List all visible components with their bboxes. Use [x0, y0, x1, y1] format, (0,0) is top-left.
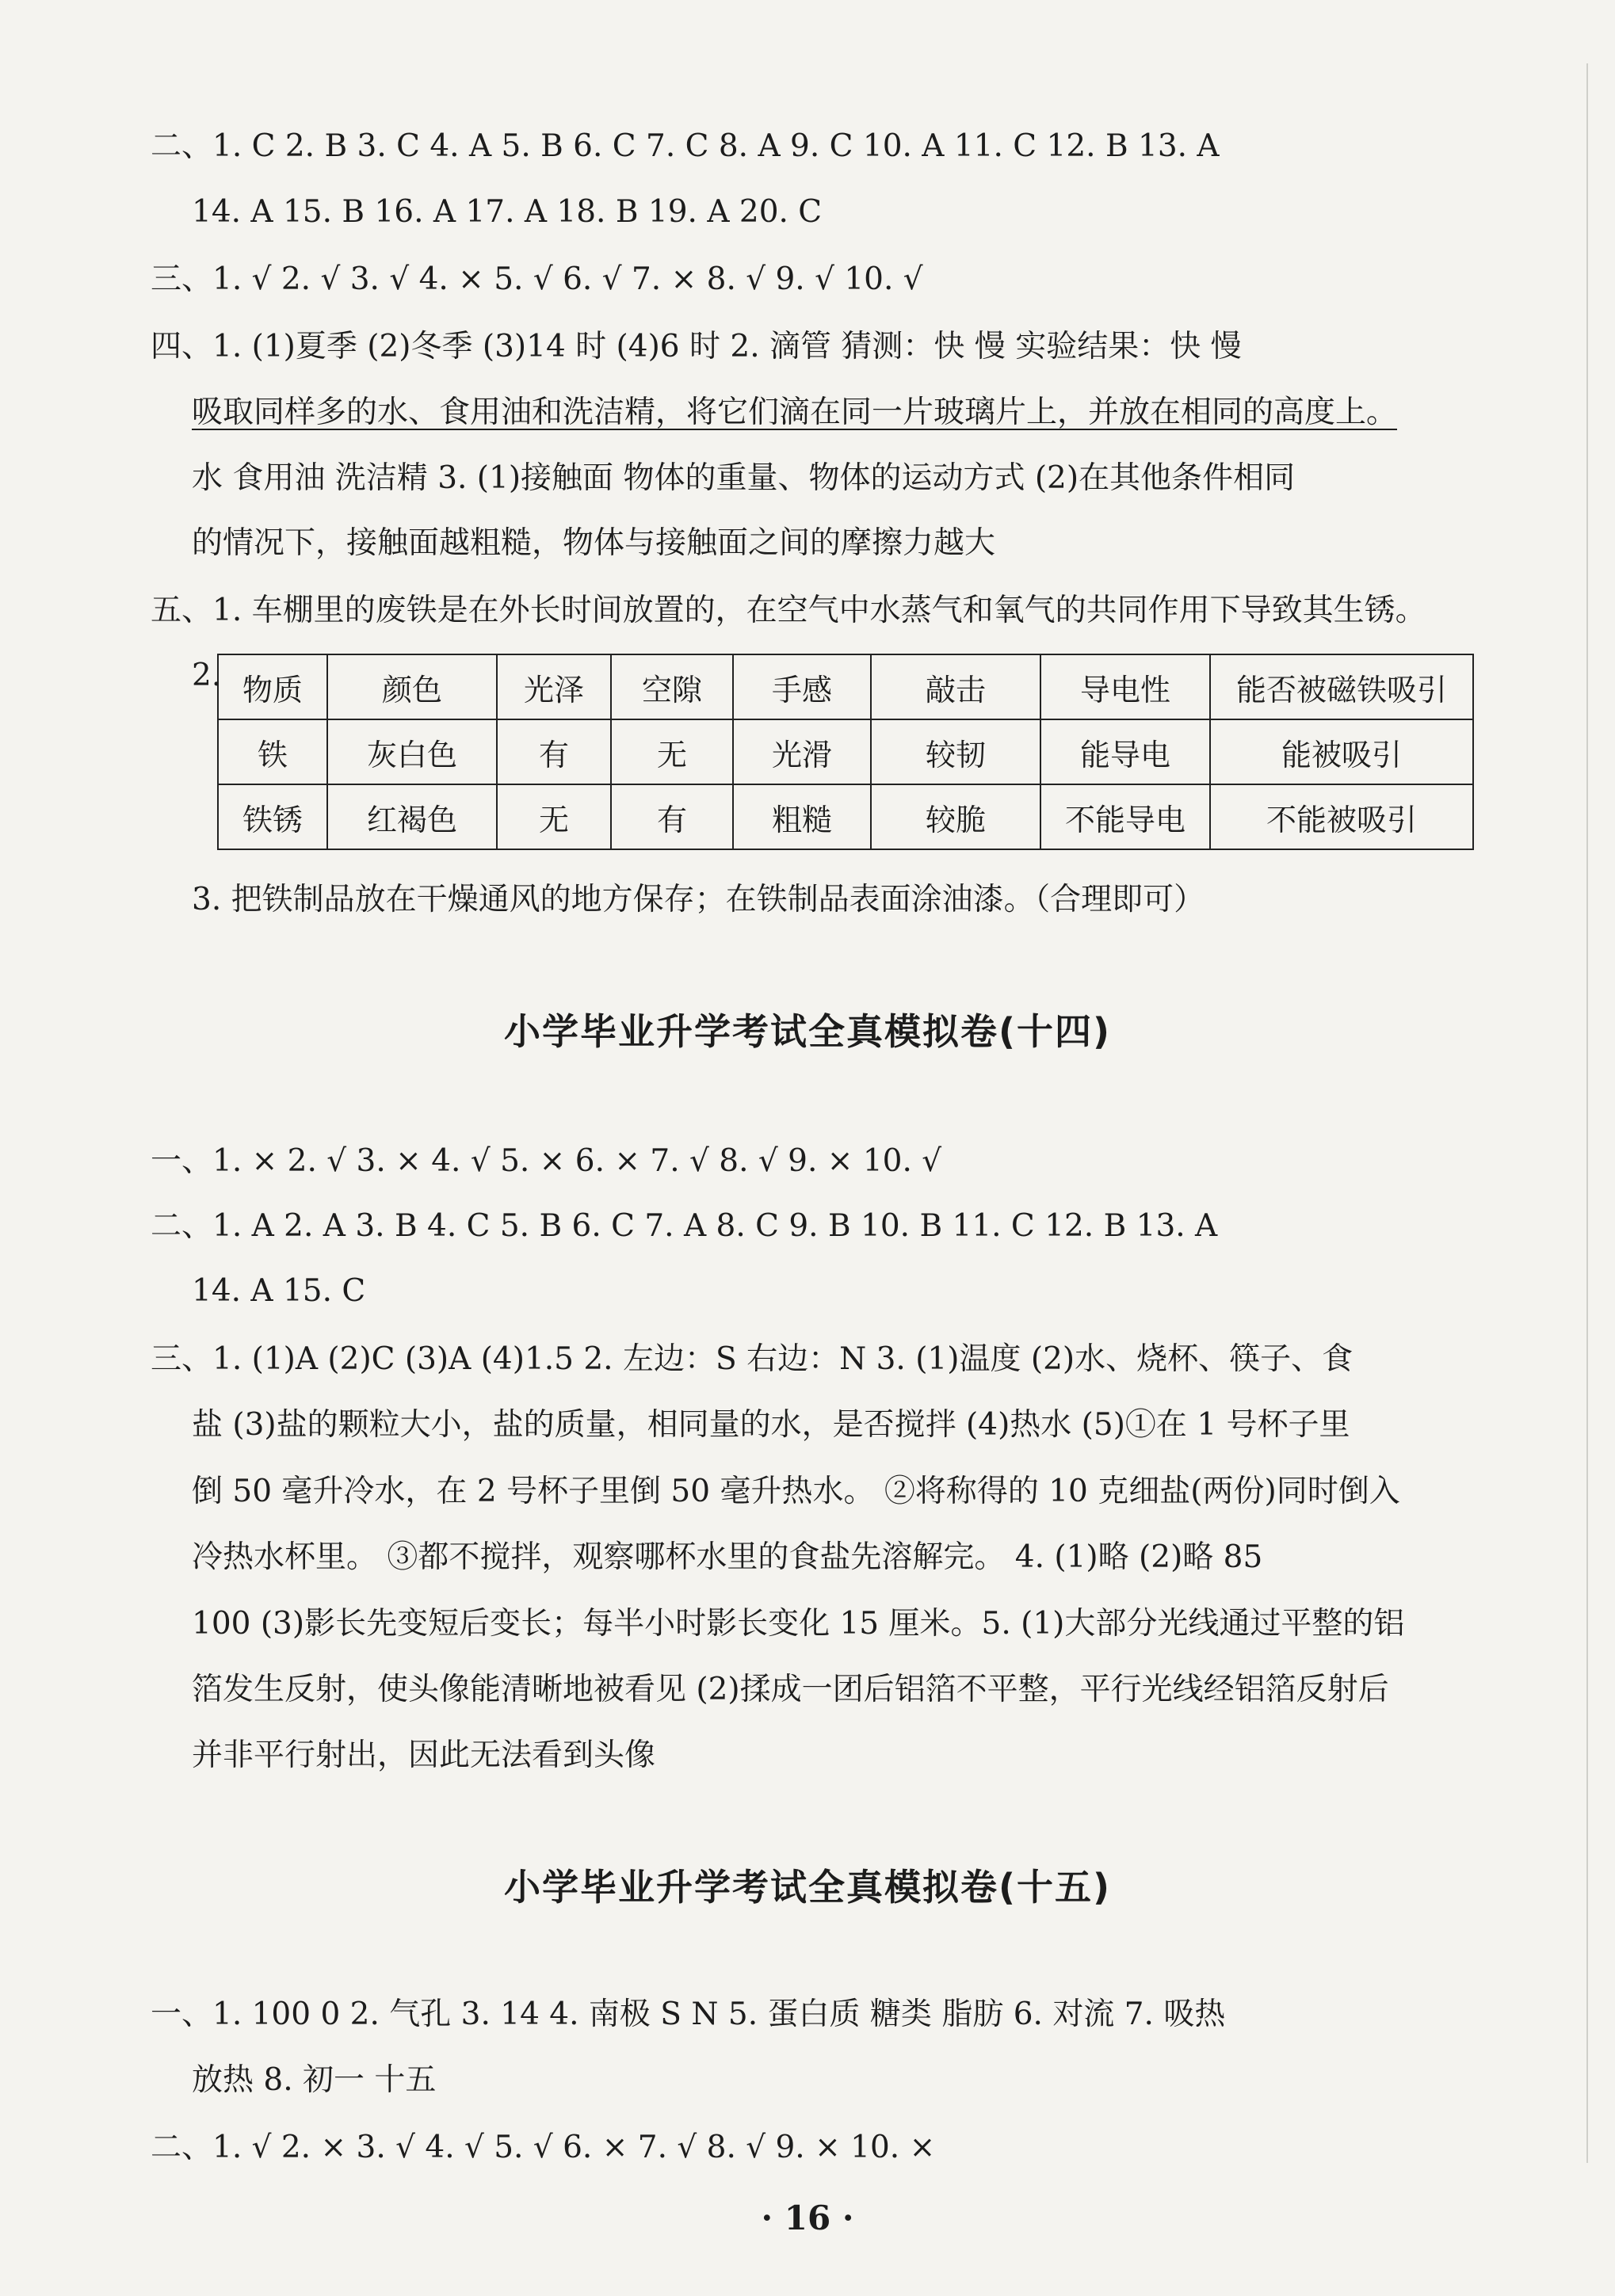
answer-line: 盐 (3)盐的颗粒大小，盐的质量，相同量的水，是否搅拌 (4)热水 (5)①在 1 号杯子里: [192, 1407, 1350, 1443]
table-row: [218, 784, 1473, 849]
answer-line: 一、1. 100 0 2. 气孔 3. 14 4. 南极 S N 5. 蛋白质 糖类 脂肪 6. 对流 7. 吸热: [151, 1997, 1226, 2032]
table-cell: 能否被磁铁吸引: [1210, 654, 1473, 719]
section-title-14: 小学毕业升学考试全真模拟卷(十四): [503, 1010, 1112, 1053]
table-cell: 较脆: [871, 784, 1040, 849]
answer-line: 并非平行射出，因此无法看到头像: [192, 1737, 656, 1773]
answer-line-underlined: 吸取同样多的水、食用油和洗洁精，将它们滴在同一片玻璃片上，并放在相同的高度上。: [192, 395, 1398, 430]
page-number: · 16 ·: [761, 2199, 854, 2237]
table-cell: 能导电: [1040, 719, 1210, 784]
table-cell: 粗糙: [733, 784, 871, 849]
table-cell: 物质: [218, 654, 327, 719]
answer-line: 五、1. 车棚里的废铁是在外长时间放置的，在空气中水蒸气和氧气的共同作用下导致其生锈。: [151, 593, 1426, 628]
page-edge-shadow: [1586, 63, 1588, 2163]
table-cell: 有: [611, 784, 733, 849]
answer-line: 倒 50 毫升冷水，在 2 号杯子里倒 50 毫升热水。 ②将称得的 10 克细盐(两份)同时倒入: [192, 1474, 1400, 1509]
answer-line: 的情况下，接触面越粗糙，物体与接触面之间的摩擦力越大: [192, 525, 996, 561]
answer-line: 一、1. × 2. √ 3. × 4. √ 5. × 6. × 7. √ 8. √ 9. × 10. √: [151, 1143, 942, 1179]
table-label: 2.: [192, 658, 222, 693]
table-header-row: [218, 654, 1473, 719]
section-title-15: 小学毕业升学考试全真模拟卷(十五): [503, 1866, 1112, 1909]
table-cell: 无: [497, 784, 611, 849]
table-cell: 敲击: [871, 654, 1040, 719]
answer-line: 100 (3)影长先变短后变长；每半小时影长变化 15 厘米。5. (1)大部分光线通过平整的铝: [192, 1606, 1405, 1642]
answer-line: 二、1. A 2. A 3. B 4. C 5. B 6. C 7. A 8. C 9. B 10. B 11. C 12. B 13. A: [151, 1208, 1218, 1244]
table-cell: 红褐色: [327, 784, 497, 849]
answer-line: 放热 8. 初一 十五: [192, 2062, 437, 2098]
answer-line: 14. A 15. B 16. A 17. A 18. B 19. A 20. C: [192, 194, 823, 230]
answer-line: 冷热水杯里。 ③都不搅拌，观察哪杯水里的食盐先溶解完。 4. (1)略 (2)略 85: [192, 1539, 1263, 1575]
properties-table: [217, 654, 1474, 850]
table-cell: 空隙: [611, 654, 733, 719]
table-cell: 不能被吸引: [1210, 784, 1473, 849]
table-cell: 导电性: [1040, 654, 1210, 719]
table-cell: 有: [497, 719, 611, 784]
answer-line: 二、1. C 2. B 3. C 4. A 5. B 6. C 7. C 8. A 9. C 10. A 11. C 12. B 13. A: [151, 128, 1220, 164]
table-cell: 灰白色: [327, 719, 497, 784]
answer-line: 三、1. (1)A (2)C (3)A (4)1.5 2. 左边：S 右边：N 3. (1)温度 (2)水、烧杯、筷子、食: [151, 1341, 1353, 1377]
table-cell: 无: [611, 719, 733, 784]
answer-line: 箔发生反射，使头像能清晰地被看见 (2)揉成一团后铝箔不平整，平行光线经铝箔反射后: [192, 1672, 1389, 1707]
table-cell: 不能导电: [1040, 784, 1210, 849]
answer-line: 三、1. √ 2. √ 3. √ 4. × 5. √ 6. √ 7. × 8. √ 9. √ 10. √: [151, 261, 923, 297]
table-cell: 铁: [218, 719, 327, 784]
answer-line: 四、1. (1)夏季 (2)冬季 (3)14 时 (4)6 时 2. 滴管 猜测：快 慢 实验结果：快 慢: [151, 329, 1242, 364]
answer-line: 水 食用油 洗洁精 3. (1)接触面 物体的重量、物体的运动方式 (2)在其他条件相同: [192, 460, 1296, 496]
answer-line: 14. A 15. C: [192, 1273, 366, 1309]
table-cell: 颜色: [327, 654, 497, 719]
table-cell: 光泽: [497, 654, 611, 719]
answer-line: 二、1. √ 2. × 3. √ 4. √ 5. √ 6. × 7. √ 8. √ 9. × 10. ×: [151, 2130, 936, 2165]
table-cell: 能被吸引: [1210, 719, 1473, 784]
table-cell: 铁锈: [218, 784, 327, 849]
table-cell: 手感: [733, 654, 871, 719]
table-cell: 较韧: [871, 719, 1040, 784]
answer-line: 3. 把铁制品放在干燥通风的地方保存；在铁制品表面涂油漆。（合理即可）: [192, 882, 1205, 917]
table-row: [218, 719, 1473, 784]
table-cell: 光滑: [733, 719, 871, 784]
